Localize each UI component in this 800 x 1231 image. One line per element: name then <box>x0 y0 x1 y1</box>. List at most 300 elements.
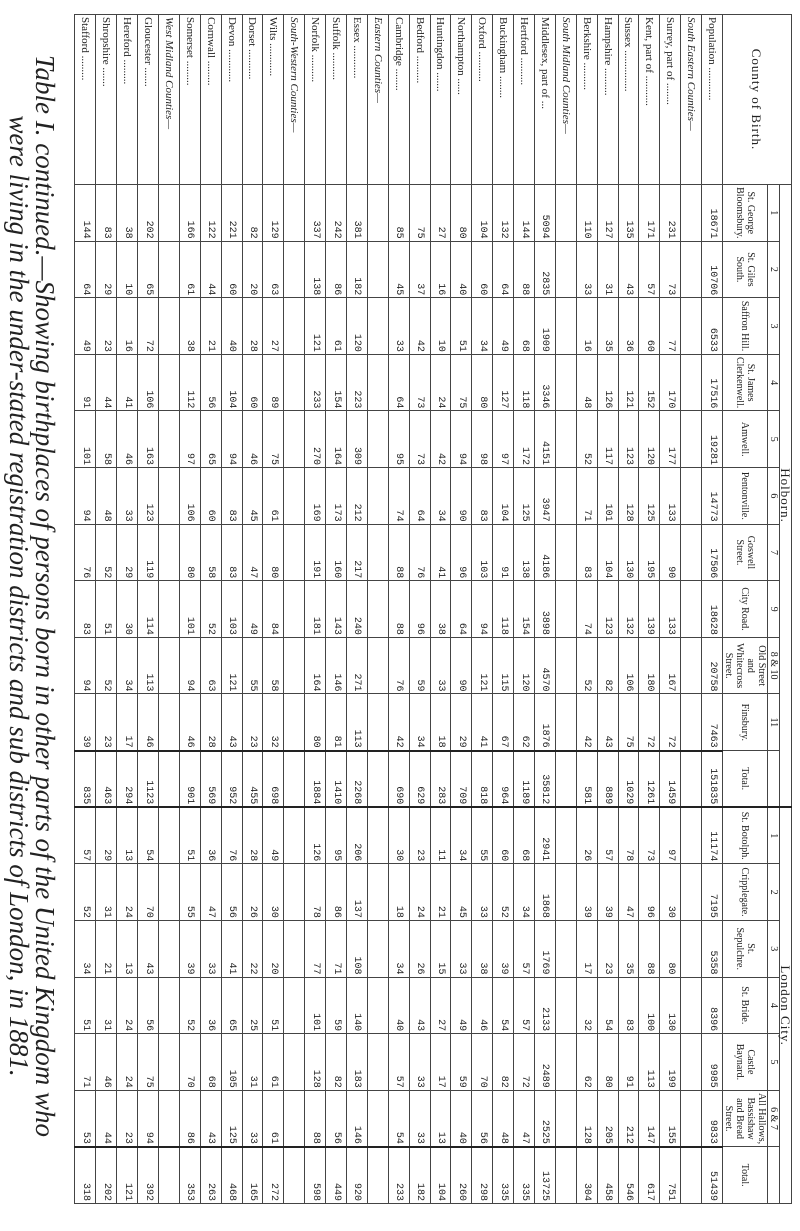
city-total-cell: 920 <box>346 1147 367 1204</box>
holborn-value-cell: 63 <box>200 637 221 694</box>
holborn-value-cell: 52 <box>96 524 117 581</box>
city-value-cell: 125 <box>221 1090 242 1147</box>
holborn-col-number: 4 <box>768 354 780 411</box>
holborn-value-cell: 43 <box>221 694 242 751</box>
holborn-value-cell: 138 <box>514 524 535 581</box>
county-name: Northampton ...... <box>451 15 472 185</box>
holborn-value-cell: 33 <box>117 468 138 525</box>
holborn-value-cell: 81 <box>326 694 347 751</box>
city-value-cell: 49 <box>263 807 284 864</box>
holborn-value-cell: 1876 <box>534 694 555 751</box>
holborn-value-cell <box>681 185 702 242</box>
table-row <box>639 15 660 1204</box>
holborn-value-cell: 117 <box>597 411 618 468</box>
city-value-cell: 8396 <box>702 977 723 1034</box>
city-value-cell <box>555 1090 576 1147</box>
county-name: Cornwall ......... <box>200 15 221 185</box>
holborn-total-cell: 952 <box>221 751 242 808</box>
holborn-value-cell: 270 <box>305 411 326 468</box>
city-value-cell: 39 <box>597 864 618 921</box>
city-value-cell: 78 <box>618 807 639 864</box>
holborn-value-cell: 76 <box>75 524 96 581</box>
city-value-cell: 95 <box>326 807 347 864</box>
holborn-value-cell <box>158 411 179 468</box>
holborn-value-cell: 167 <box>660 637 681 694</box>
holborn-value-cell: 72 <box>138 298 159 355</box>
city-total-cell <box>367 1147 388 1204</box>
holborn-value-cell: 83 <box>75 581 96 638</box>
holborn-value-cell: 61 <box>263 468 284 525</box>
holborn-value-cell: 68 <box>514 298 535 355</box>
city-value-cell: 36 <box>200 977 221 1034</box>
table-row <box>472 15 493 1204</box>
holborn-value-cell <box>681 468 702 525</box>
city-value-cell: 205 <box>597 1090 618 1147</box>
holborn-value-cell: 94 <box>221 411 242 468</box>
holborn-total-cell: 901 <box>179 751 200 808</box>
city-total-cell: 598 <box>305 1147 326 1204</box>
holborn-value-cell: 43 <box>597 694 618 751</box>
city-value-cell: 51 <box>263 977 284 1034</box>
holborn-value-cell: 83 <box>472 468 493 525</box>
city-value-cell: 34 <box>388 920 409 977</box>
holborn-value-cell: 118 <box>493 581 514 638</box>
city-value-cell <box>367 1090 388 1147</box>
city-value-cell: 21 <box>430 864 451 921</box>
holborn-value-cell <box>158 354 179 411</box>
holborn-value-cell <box>284 241 305 298</box>
holborn-value-cell: 51 <box>451 298 472 355</box>
holborn-value-cell: 29 <box>451 694 472 751</box>
city-total-cell: 392 <box>138 1147 159 1204</box>
city-value-cell: 27 <box>430 977 451 1034</box>
table-row <box>660 15 681 1204</box>
holborn-value-cell: 74 <box>388 468 409 525</box>
holborn-value-cell <box>555 524 576 581</box>
holborn-value-cell <box>284 411 305 468</box>
holborn-value-cell: 154 <box>514 581 535 638</box>
holborn-value-cell: 101 <box>179 581 200 638</box>
city-value-cell: 48 <box>493 1090 514 1147</box>
holborn-value-cell: 123 <box>597 581 618 638</box>
table-row <box>326 15 347 1204</box>
holborn-value-cell: 242 <box>326 185 347 242</box>
table-row <box>75 15 96 1204</box>
city-value-cell: 31 <box>96 864 117 921</box>
city-value-cell: 70 <box>138 864 159 921</box>
city-value-cell: 61 <box>263 1034 284 1091</box>
holborn-value-cell: 17516 <box>702 354 723 411</box>
holborn-total-cell: 629 <box>409 751 430 808</box>
city-value-cell <box>158 807 179 864</box>
holborn-value-cell: 104 <box>221 354 242 411</box>
holborn-value-cell: 58 <box>200 524 221 581</box>
city-value-cell: 33 <box>409 1034 430 1091</box>
city-value-cell: 137 <box>346 864 367 921</box>
table-row <box>555 15 576 1204</box>
holborn-total-cell: 964 <box>493 751 514 808</box>
holborn-value-cell: 86 <box>326 241 347 298</box>
city-value-cell: 82 <box>326 1034 347 1091</box>
city-value-cell: 33 <box>409 1090 430 1147</box>
holborn-value-cell: 18671 <box>702 185 723 242</box>
holborn-value-cell: 1909 <box>534 298 555 355</box>
city-col-number: 1 <box>768 807 780 864</box>
table-row <box>242 15 263 1204</box>
city-total-cell: 449 <box>326 1147 347 1204</box>
holborn-value-cell: 64 <box>409 468 430 525</box>
holborn-value-cell: 39 <box>75 694 96 751</box>
table-row <box>367 15 388 1204</box>
holborn-value-cell <box>555 411 576 468</box>
holborn-value-cell: 101 <box>75 411 96 468</box>
city-value-cell: 86 <box>326 864 347 921</box>
city-value-cell: 57 <box>75 807 96 864</box>
birthplaces-table <box>74 14 792 1204</box>
county-name: Middlesex, part of ... <box>534 15 555 185</box>
holborn-value-cell: 34 <box>472 298 493 355</box>
city-value-cell: 55 <box>472 807 493 864</box>
holborn-value-cell: 173 <box>326 468 347 525</box>
holborn-value-cell: 139 <box>639 581 660 638</box>
holborn-value-cell: 42 <box>576 694 597 751</box>
city-value-cell: 23 <box>409 807 430 864</box>
holborn-value-cell: 191 <box>305 524 326 581</box>
holborn-value-cell: 37 <box>409 241 430 298</box>
holborn-value-cell: 271 <box>346 637 367 694</box>
holborn-value-cell: 29 <box>96 241 117 298</box>
county-name: Suffolk .......... <box>326 15 347 185</box>
holborn-value-cell: 127 <box>597 185 618 242</box>
holborn-value-cell <box>367 524 388 581</box>
holborn-value-cell <box>681 411 702 468</box>
holborn-value-cell: 212 <box>346 468 367 525</box>
caption-line-1: Table I. continued.—Showing birthplaces of persons born in other parts of the United Kingdom who <box>30 54 60 1137</box>
holborn-value-cell: 30 <box>117 581 138 638</box>
holborn-value-cell: 133 <box>660 581 681 638</box>
holborn-value-cell: 4186 <box>534 524 555 581</box>
holborn-value-cell: 28 <box>200 694 221 751</box>
holborn-value-cell: 75 <box>409 185 430 242</box>
holborn-col-number: 2 <box>768 241 780 298</box>
holborn-value-cell <box>367 354 388 411</box>
city-value-cell <box>555 807 576 864</box>
city-value-cell <box>158 977 179 1034</box>
holborn-value-cell: 74 <box>576 581 597 638</box>
holborn-value-cell: 132 <box>618 581 639 638</box>
holborn-value-cell: 41 <box>472 694 493 751</box>
holborn-value-cell: 72 <box>639 694 660 751</box>
table-row <box>158 15 179 1204</box>
city-col-name: Cripplegate. <box>723 864 768 921</box>
county-name: Gloucester ....... <box>138 15 159 185</box>
city-value-cell <box>555 864 576 921</box>
holborn-total-cell: 698 <box>263 751 284 808</box>
holborn-value-cell: 75 <box>263 411 284 468</box>
county-name: Berkshire .......... <box>576 15 597 185</box>
table-row <box>179 15 200 1204</box>
table-row <box>96 15 117 1204</box>
city-value-cell <box>284 920 305 977</box>
city-value-cell: 30 <box>263 864 284 921</box>
holborn-value-cell: 94 <box>179 637 200 694</box>
city-value-cell: 1769 <box>534 920 555 977</box>
holborn-value-cell: 64 <box>451 581 472 638</box>
city-value-cell <box>158 920 179 977</box>
city-value-cell: 76 <box>221 807 242 864</box>
city-value-cell <box>284 977 305 1034</box>
holborn-value-cell: 43 <box>618 241 639 298</box>
holborn-col-number: 11 <box>768 694 780 751</box>
city-value-cell: 75 <box>138 1034 159 1091</box>
holborn-value-cell: 231 <box>660 185 681 242</box>
city-value-cell <box>367 864 388 921</box>
city-value-cell: 24 <box>409 864 430 921</box>
holborn-value-cell: 101 <box>597 468 618 525</box>
city-value-cell: 17 <box>576 920 597 977</box>
city-value-cell: 140 <box>346 977 367 1034</box>
city-value-cell: 52 <box>493 864 514 921</box>
holborn-value-cell <box>284 524 305 581</box>
holborn-value-cell: 60 <box>472 241 493 298</box>
city-value-cell: 41 <box>221 920 242 977</box>
holborn-total-cell: 889 <box>597 751 618 808</box>
holborn-value-cell: 33 <box>430 637 451 694</box>
city-value-cell: 31 <box>242 1034 263 1091</box>
holborn-col-number: 3 <box>768 298 780 355</box>
holborn-value-cell: 65 <box>200 411 221 468</box>
city-value-cell: 83 <box>618 977 639 1034</box>
city-value-cell: 199 <box>660 1034 681 1091</box>
holborn-value-cell: 18628 <box>702 581 723 638</box>
city-total-cell: 468 <box>221 1147 242 1204</box>
city-value-cell <box>284 807 305 864</box>
holborn-value-cell <box>367 581 388 638</box>
city-value-cell: 7195 <box>702 864 723 921</box>
city-total-cell <box>555 1147 576 1204</box>
city-value-cell: 155 <box>660 1090 681 1147</box>
city-value-cell <box>555 977 576 1034</box>
city-value-cell: 101 <box>305 977 326 1034</box>
city-value-cell: 78 <box>305 864 326 921</box>
holborn-total-cell: 35812 <box>534 751 555 808</box>
holborn-value-cell: 98 <box>472 411 493 468</box>
city-value-cell: 34 <box>451 807 472 864</box>
holborn-value-cell <box>158 241 179 298</box>
holborn-total-cell: 709 <box>451 751 472 808</box>
holborn-value-cell: 163 <box>138 411 159 468</box>
holborn-value-cell: 104 <box>597 524 618 581</box>
city-value-cell: 53 <box>75 1090 96 1147</box>
holborn-value-cell: 164 <box>326 411 347 468</box>
holborn-value-cell: 73 <box>660 241 681 298</box>
holborn-value-cell <box>681 581 702 638</box>
holborn-value-cell <box>367 185 388 242</box>
city-value-cell: 80 <box>660 920 681 977</box>
city-value-cell <box>681 977 702 1034</box>
city-value-cell <box>681 1090 702 1147</box>
holborn-value-cell: 103 <box>472 524 493 581</box>
table-caption <box>6 6 58 1186</box>
city-col-number: 6 & 7 <box>768 1090 780 1147</box>
holborn-value-cell: 132 <box>493 185 514 242</box>
holborn-col-number: 8 & 10 <box>768 637 780 694</box>
holborn-value-cell: 114 <box>138 581 159 638</box>
holborn-value-cell: 233 <box>305 354 326 411</box>
holborn-value-cell: 120 <box>514 637 535 694</box>
holborn-col-name: St. Giles South. <box>723 241 768 298</box>
holborn-value-cell: 177 <box>660 411 681 468</box>
city-value-cell: 11174 <box>702 807 723 864</box>
city-value-cell: 56 <box>326 1090 347 1147</box>
holborn-value-cell: 49 <box>242 581 263 638</box>
holborn-value-cell: 3346 <box>534 354 555 411</box>
holborn-value-cell: 77 <box>660 298 681 355</box>
holborn-value-cell: 223 <box>346 354 367 411</box>
city-value-cell: 82 <box>493 1034 514 1091</box>
holborn-value-cell: 46 <box>138 694 159 751</box>
holborn-value-cell: 91 <box>75 354 96 411</box>
holborn-value-cell: 80 <box>472 354 493 411</box>
holborn-value-cell: 17 <box>117 694 138 751</box>
caption-line-2: were living in the under-stated registration districts and sub districts of London, in 1881. <box>4 115 34 1077</box>
holborn-value-cell <box>555 694 576 751</box>
holborn-value-cell: 95 <box>388 411 409 468</box>
holborn-value-cell: 128 <box>618 468 639 525</box>
holborn-value-cell: 60 <box>639 298 660 355</box>
city-value-cell: 32 <box>576 977 597 1034</box>
city-value-cell: 71 <box>75 1034 96 1091</box>
holborn-value-cell: 33 <box>576 241 597 298</box>
holborn-value-cell <box>367 468 388 525</box>
holborn-value-cell: 90 <box>660 524 681 581</box>
city-value-cell: 212 <box>618 1090 639 1147</box>
city-value-cell: 22 <box>242 920 263 977</box>
table-row <box>117 15 138 1204</box>
holborn-value-cell <box>158 185 179 242</box>
holborn-total-cell <box>158 751 179 808</box>
holborn-value-cell: 89 <box>263 354 284 411</box>
holborn-col-number: 6 <box>768 468 780 525</box>
city-value-cell: 94 <box>138 1090 159 1147</box>
city-value-cell <box>284 1090 305 1147</box>
holborn-value-cell <box>555 468 576 525</box>
holborn-value-cell: 143 <box>326 581 347 638</box>
holborn-value-cell: 160 <box>326 524 347 581</box>
holborn-value-cell: 48 <box>96 468 117 525</box>
city-value-cell: 71 <box>326 920 347 977</box>
table-row <box>388 15 409 1204</box>
holborn-value-cell <box>284 581 305 638</box>
holborn-value-cell: 170 <box>660 354 681 411</box>
holborn-value-cell: 45 <box>242 468 263 525</box>
holborn-value-cell: 45 <box>388 241 409 298</box>
holborn-value-cell: 135 <box>618 185 639 242</box>
holborn-value-cell: 152 <box>639 354 660 411</box>
holborn-total-cell: 1261 <box>639 751 660 808</box>
city-value-cell: 11 <box>430 807 451 864</box>
county-name: Sussex ............... <box>618 15 639 185</box>
holborn-total-cell <box>367 751 388 808</box>
city-col-name: St. Botolph. <box>723 807 768 864</box>
city-value-cell: 29 <box>96 807 117 864</box>
holborn-value-cell: 169 <box>305 468 326 525</box>
holborn-value-cell: 94 <box>451 411 472 468</box>
holborn-value-cell <box>681 524 702 581</box>
city-value-cell <box>158 1090 179 1147</box>
holborn-value-cell: 97 <box>179 411 200 468</box>
city-value-cell: 52 <box>179 977 200 1034</box>
city-value-cell: 105 <box>221 1034 242 1091</box>
holborn-value-cell: 80 <box>263 524 284 581</box>
county-of-birth-header: County of Birth. <box>723 15 792 185</box>
holborn-value-cell <box>367 298 388 355</box>
holborn-value-cell: 83 <box>221 468 242 525</box>
holborn-value-cell <box>367 694 388 751</box>
holborn-value-cell <box>284 298 305 355</box>
city-value-cell: 39 <box>493 920 514 977</box>
city-value-cell: 54 <box>138 807 159 864</box>
city-total-cell: 546 <box>618 1147 639 1204</box>
city-value-cell: 26 <box>409 920 430 977</box>
city-value-cell: 52 <box>75 864 96 921</box>
city-total-cell: 233 <box>388 1147 409 1204</box>
holborn-value-cell: 125 <box>639 468 660 525</box>
city-value-cell: 147 <box>639 1090 660 1147</box>
city-total-cell: 104 <box>430 1147 451 1204</box>
city-value-cell: 51 <box>179 807 200 864</box>
table-row <box>221 15 242 1204</box>
holborn-value-cell: 46 <box>179 694 200 751</box>
city-value-cell: 96 <box>639 864 660 921</box>
city-total-cell: 458 <box>597 1147 618 1204</box>
city-value-cell: 60 <box>493 807 514 864</box>
holborn-col-name: Total. <box>723 751 768 808</box>
holborn-value-cell: 381 <box>346 185 367 242</box>
county-name: Kent, part of ........... <box>639 15 660 185</box>
city-value-cell: 56 <box>138 977 159 1034</box>
holborn-value-cell: 35 <box>597 298 618 355</box>
section-heading: South-Western Counties— <box>284 15 305 185</box>
holborn-value-cell: 104 <box>472 185 493 242</box>
holborn-value-cell <box>284 354 305 411</box>
holborn-value-cell: 76 <box>409 524 430 581</box>
holborn-value-cell: 80 <box>305 694 326 751</box>
holborn-value-cell: 88 <box>388 524 409 581</box>
holborn-value-cell: 110 <box>576 185 597 242</box>
holborn-value-cell: 129 <box>263 185 284 242</box>
holborn-value-cell: 123 <box>618 411 639 468</box>
holborn-value-cell: 44 <box>96 354 117 411</box>
holborn-value-cell: 113 <box>346 694 367 751</box>
holborn-value-cell: 31 <box>597 241 618 298</box>
holborn-total-cell: 835 <box>75 751 96 808</box>
city-value-cell: 13 <box>117 920 138 977</box>
holborn-value-cell: 10 <box>117 241 138 298</box>
city-value-cell: 55 <box>179 864 200 921</box>
city-value-cell: 2525 <box>534 1090 555 1147</box>
holborn-value-cell: 10 <box>430 298 451 355</box>
holborn-total-cell: 569 <box>200 751 221 808</box>
city-total-cell: 272 <box>263 1147 284 1204</box>
holborn-total-cell <box>284 751 305 808</box>
city-value-cell: 57 <box>514 920 535 977</box>
holborn-value-cell: 42 <box>409 298 430 355</box>
holborn-value-cell: 63 <box>263 241 284 298</box>
column-name-row <box>723 15 768 1204</box>
holborn-total-cell: 283 <box>430 751 451 808</box>
holborn-value-cell: 20 <box>242 241 263 298</box>
